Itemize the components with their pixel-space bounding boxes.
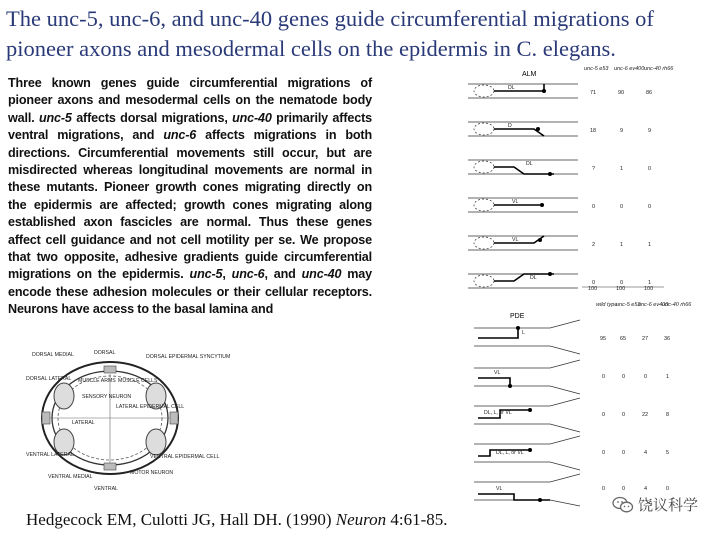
xs-label: LATERAL EPIDERMAL CELL (116, 404, 185, 410)
pde-cell: 4 (644, 486, 648, 492)
pde-cell: 27 (642, 336, 649, 342)
pde-cell: 95 (600, 336, 607, 342)
pde-row-label: DL, L, or VL (496, 450, 524, 456)
pde-cell: 0 (602, 486, 606, 492)
alm-panel (464, 60, 682, 296)
alm-header: unc-40 rh66 (644, 66, 674, 72)
alm-cell: 0 (620, 280, 624, 286)
alm-title: ALM (522, 71, 537, 78)
xs-label: VENTRAL LATERAL (26, 452, 74, 458)
pde-cell: 1 (666, 374, 670, 380)
xs-label: SENSORY NEURON (82, 394, 132, 400)
pde-cell: 65 (620, 336, 627, 342)
pde-row-label: L (522, 330, 525, 336)
xs-label: VENTRAL (94, 486, 118, 492)
alm-cell: 86 (646, 90, 653, 96)
alm-total: 100 (588, 286, 598, 292)
watermark-text: 饶议科学 (637, 496, 698, 514)
alm-header: unc-6 ev400 (614, 66, 645, 72)
watermark (612, 494, 698, 515)
pde-row-label: VL (496, 486, 503, 492)
alm-header: unc-5 e53 (584, 66, 609, 72)
pde-cell: 0 (622, 450, 626, 456)
pde-cell: 0 (602, 412, 606, 418)
pde-cell: 36 (664, 336, 671, 342)
xs-label: VENTRAL MEDIAL (48, 474, 93, 480)
pde-cell: 0 (666, 486, 670, 492)
pde-cell: 0 (602, 374, 606, 380)
reference: Hedgecock EM, Culotti JG, Hall DH. (1990) Neuron 4:61-85. (26, 510, 448, 529)
pde-cell: 22 (642, 412, 649, 418)
alm-cell: ? (592, 166, 596, 172)
alm-cell: 1 (620, 166, 624, 172)
xs-label: DORSAL (94, 350, 116, 356)
alm-cell: 71 (590, 90, 597, 96)
xs-label: DORSAL LATERAL (26, 376, 72, 382)
abstract-text: Three known genes guide circumferential migrations of pioneer axons and mesodermal cells on the nematode body wall. unc-5 affects dorsal migrations, unc-40 primarily affects ventral migrations, and unc-6 affects migrations in both directions. Circumferential movements still occur, but are misdirected whereas longitudinal movements are normal in these mutants. Pioneer growth cones migrating directly on the epidermis are affected; growth cones migrating along established axon fascicles are normal. Thus these genes affect cell guidance and not cell motility per se. We propose that two opposite, adhesive gradients guide circumferential migrations on the epidermis. unc-5, unc-6, and unc-40 may encode these adhesion molecules or their cellular receptors. Neurons have access to the basal lamina and (8, 76, 372, 317)
xs-label: LATERAL (72, 420, 95, 426)
alm-cell: 0 (620, 204, 624, 210)
pde-cell: 4 (644, 450, 648, 456)
alm-cell: 0 (592, 280, 596, 286)
alm-row-label: DL (530, 275, 537, 281)
alm-cell: 90 (618, 90, 625, 96)
pde-cell: 5 (666, 450, 670, 456)
cross-section-diagram (24, 346, 231, 496)
pde-cell: 0 (622, 374, 626, 380)
alm-cell: 0 (648, 166, 652, 172)
pde-header: unc-6 ev400 (638, 302, 669, 308)
alm-row-label: VL (512, 237, 519, 243)
pde-cell: 0 (622, 412, 626, 418)
alm-total: 100 (644, 286, 654, 292)
wechat-icon (612, 496, 634, 514)
alm-cell: 0 (648, 204, 652, 210)
alm-cell: 18 (590, 128, 597, 134)
xs-label: DORSAL MEDIAL (32, 352, 74, 358)
xs-label: MOTOR NEURON (130, 470, 174, 476)
xs-label: MUSCLE ARMS (78, 378, 116, 384)
alm-cell: 2 (592, 242, 596, 248)
pde-row-label: DL, L, or VL (484, 410, 512, 416)
pde-cell: 8 (666, 412, 670, 418)
pde-row-label: VL (494, 370, 501, 376)
pde-header: wild type (596, 302, 618, 308)
pde-header: unc-5 e53 (616, 302, 641, 308)
alm-row-label: D (508, 123, 512, 129)
alm-cell: 1 (648, 280, 652, 286)
alm-cell: 9 (620, 128, 624, 134)
alm-cell: 9 (648, 128, 652, 134)
xs-label: MUSCLE CELLS (118, 378, 158, 384)
alm-row-label: DL (508, 85, 515, 91)
pde-panel (470, 298, 690, 506)
alm-total: 100 (616, 286, 626, 292)
pde-cell: 0 (622, 486, 626, 492)
pde-cell: 0 (644, 374, 648, 380)
pde-cell: 0 (602, 450, 606, 456)
alm-row-label: DL (526, 161, 533, 167)
alm-cell: 0 (592, 204, 596, 210)
xs-label: VENTRAL EPIDERMAL CELL (150, 454, 220, 460)
alm-cell: 1 (648, 242, 652, 248)
alm-totals (582, 280, 682, 294)
slide-title: The unc-5, unc-6, and unc-40 genes guide circumferential migrations of pioneer axons and mesodermal cells on the epidermis in C. elegans. (6, 6, 654, 61)
xs-label: DORSAL EPIDERMAL SYNCYTIUM (146, 354, 231, 360)
pde-title: PDE (510, 313, 525, 320)
alm-cell: 1 (620, 242, 624, 248)
pde-header: unc-40 rh66 (662, 302, 692, 308)
alm-row-label: VL (512, 199, 519, 205)
